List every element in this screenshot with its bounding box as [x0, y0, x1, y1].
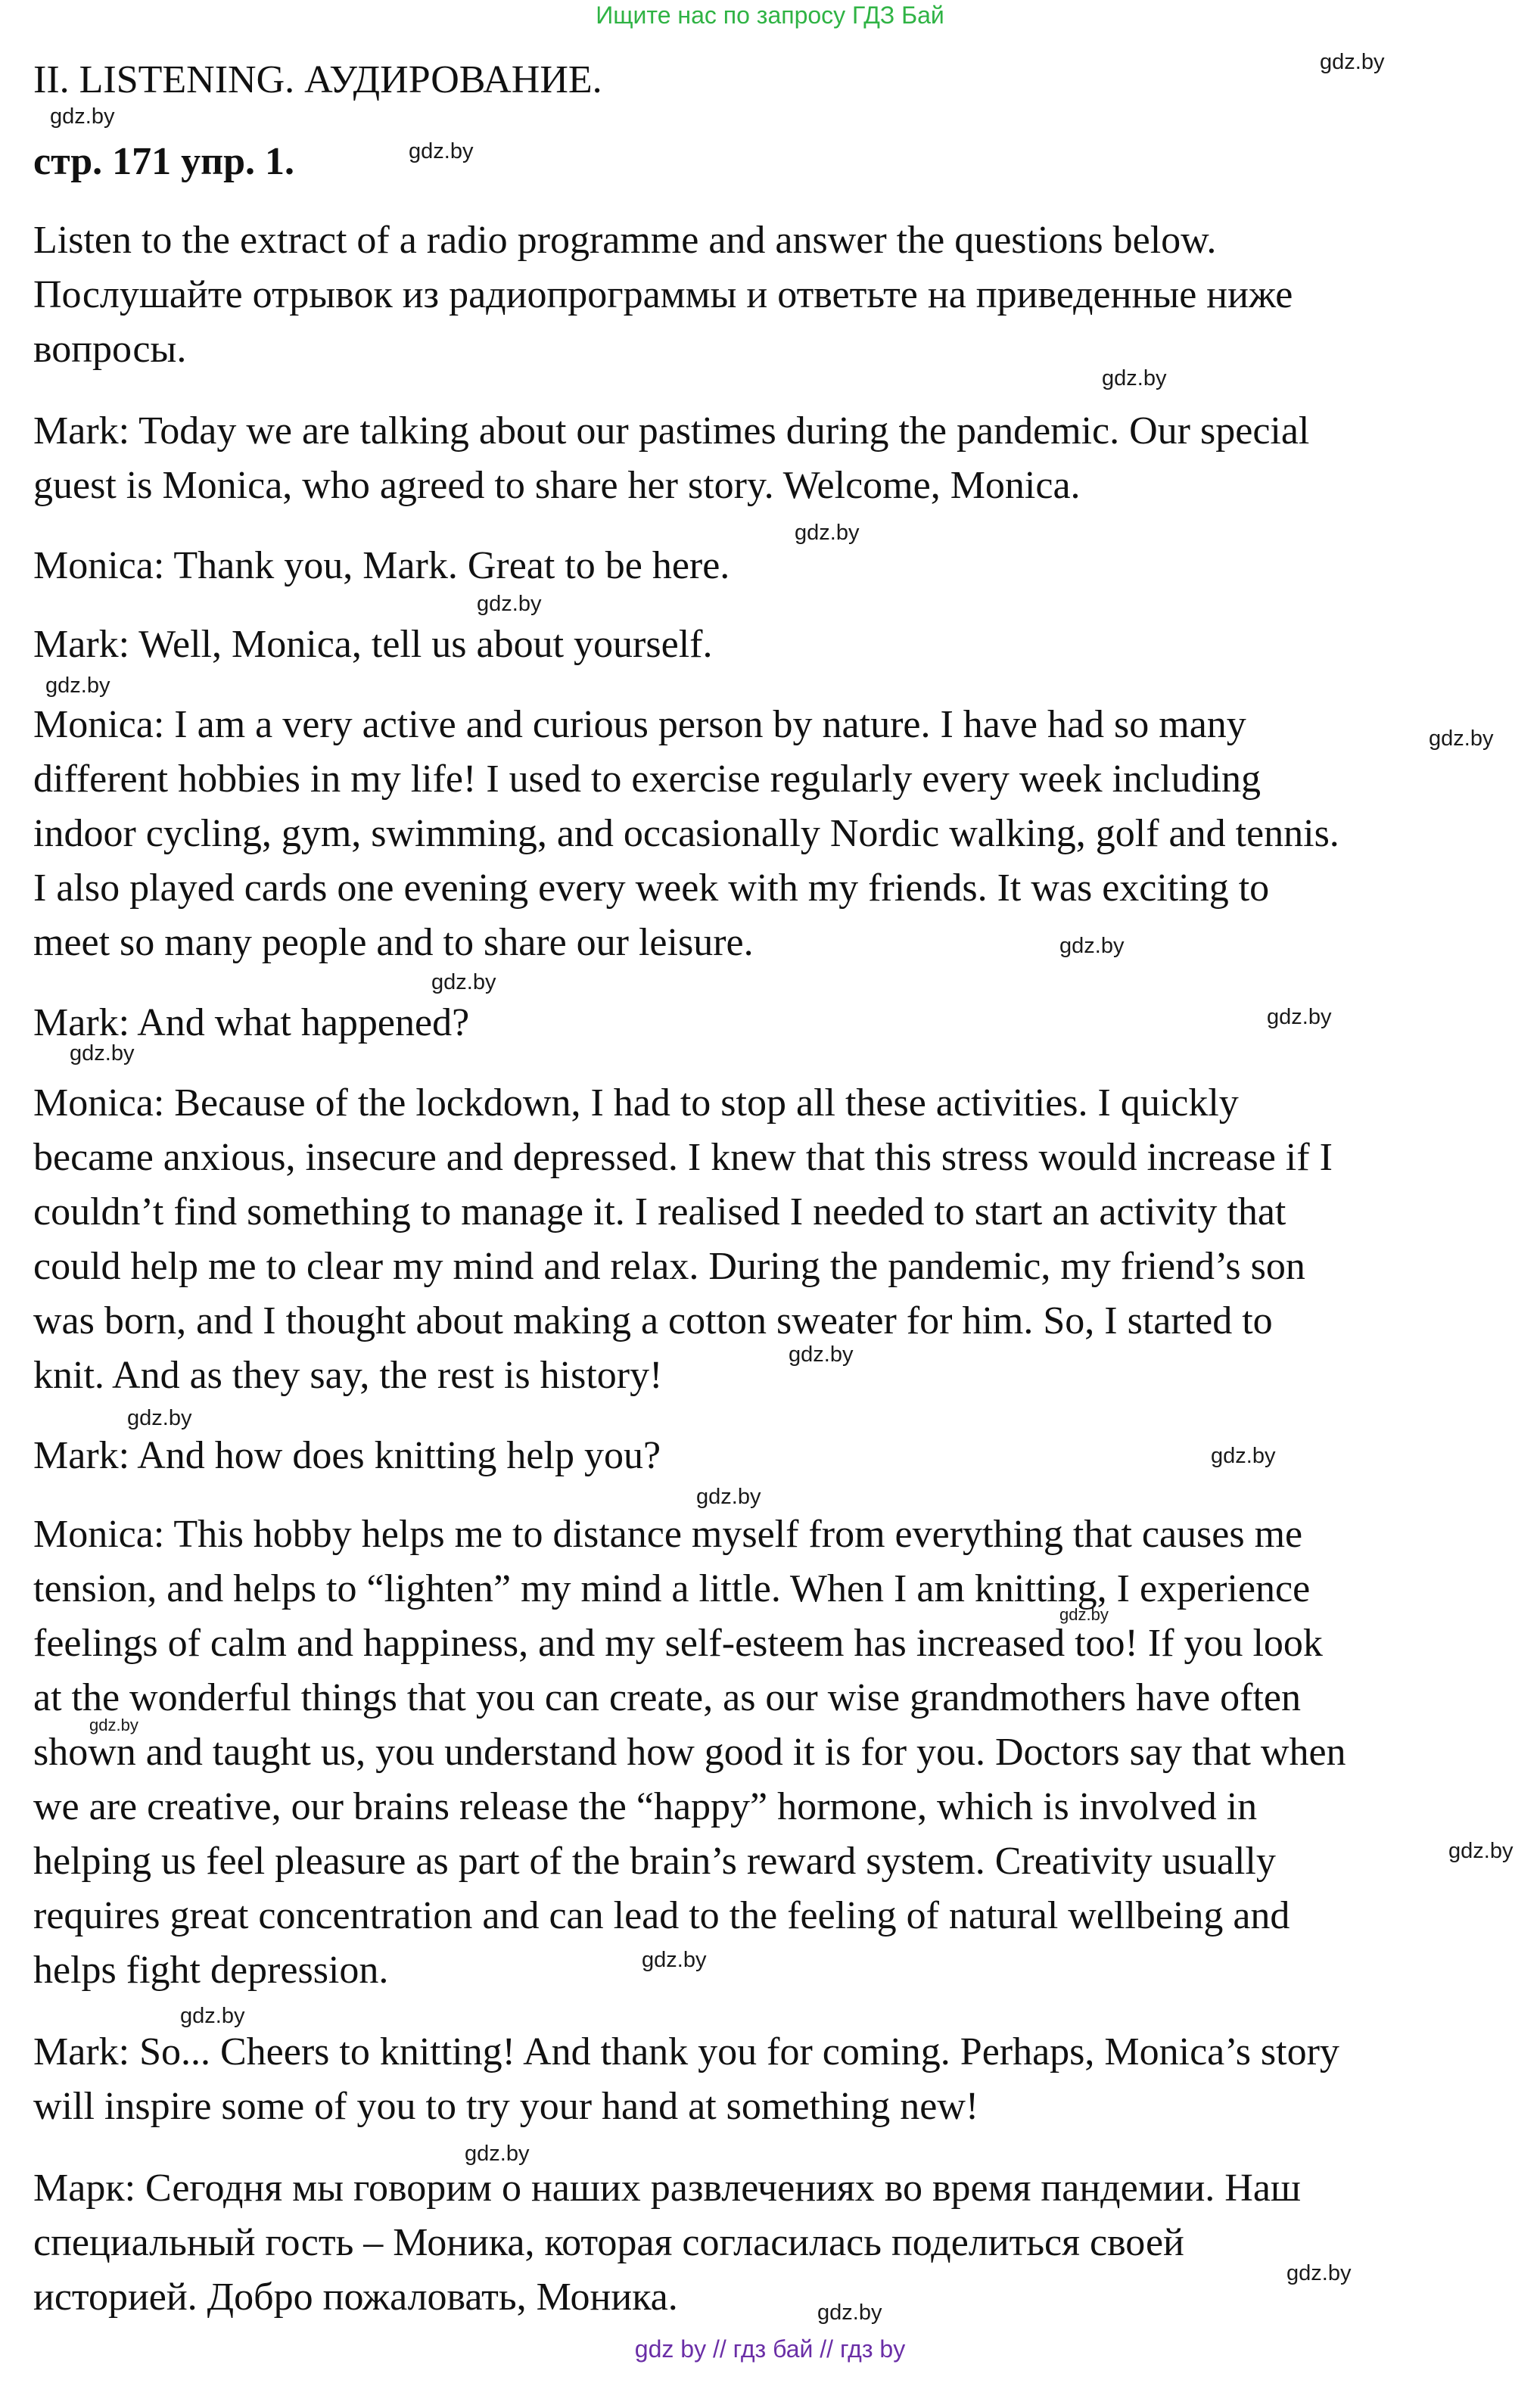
- text-line: helps fight depression.: [33, 1949, 389, 1992]
- text-line: meet so many people and to share our leisure.: [33, 921, 754, 964]
- text-line: специальный гость – Моника, которая согласилась поделиться своей: [33, 2221, 1184, 2264]
- watermark: gdz.by: [431, 970, 496, 994]
- exercise-reference: стр. 171 упр. 1.: [33, 140, 295, 183]
- text-line: became anxious, insecure and depressed. I knew that this stress would increase if I: [33, 1136, 1333, 1179]
- watermark: gdz.by: [696, 1485, 761, 1509]
- text-line: Mark: Well, Monica, tell us about yourself.: [33, 623, 713, 666]
- watermark: gdz.by: [1320, 50, 1385, 74]
- watermark: gdz.by: [789, 1342, 854, 1367]
- section-title: II. LISTENING. АУДИРОВАНИЕ.: [33, 58, 602, 101]
- text-line: I also played cards one evening every week with my friends. It was exciting to: [33, 866, 1270, 910]
- text-line: requires great concentration and can lead to the feeling of natural wellbeing and: [33, 1894, 1290, 1937]
- watermark: gdz.by: [70, 1041, 135, 1066]
- translation-paragraph: [33, 2161, 1517, 2325]
- text-line: вопросы.: [33, 328, 187, 371]
- dialogue-paragraph: [33, 1507, 1517, 1998]
- watermark: gdz.by: [180, 2004, 245, 2028]
- watermark: gdz.by: [1286, 2261, 1352, 2285]
- dialogue-paragraph: [33, 404, 1517, 513]
- watermark: gdz.by: [1102, 366, 1167, 390]
- text-line: Monica: Thank you, Mark. Great to be here.: [33, 544, 730, 587]
- text-line: could help me to clear my mind and relax. During the pandemic, my friend’s son: [33, 1245, 1305, 1288]
- watermark: gdz.by: [1429, 726, 1494, 751]
- dialogue-paragraph: [33, 698, 1517, 970]
- text-line: Послушайте отрывок из радиопрограммы и ответьте на приведенные ниже: [33, 273, 1293, 316]
- text-line: feelings of calm and happiness, and my self-esteem has increased too! If you look: [33, 1622, 1323, 1665]
- watermark: gdz.by: [1211, 1444, 1276, 1468]
- text-line: Mark: So... Cheers to knitting! And thank you for coming. Perhaps, Monica’s story: [33, 2030, 1339, 2073]
- dialogue-paragraph: [33, 1076, 1517, 1403]
- watermark: gdz.by: [642, 1948, 707, 1972]
- text-line: Monica: This hobby helps me to distance myself from everything that causes me: [33, 1513, 1303, 1556]
- footer-links[interactable]: gdz by // гдз бай // гдз by: [634, 2335, 906, 2363]
- watermark: gdz.by: [477, 592, 542, 616]
- text-line: helping us feel pleasure as part of the brain’s reward system. Creativity usually: [33, 1840, 1276, 1883]
- text-line: at the wonderful things that you can create, as our wise grandmothers have often: [33, 1676, 1301, 1719]
- dialogue-paragraph: [33, 539, 1517, 593]
- text-line: Mark: And how does knitting help you?: [33, 1434, 661, 1477]
- text-line: Monica: Because of the lockdown, I had to stop all these activities. I quickly: [33, 1081, 1239, 1125]
- text-line: Mark: And what happened?: [33, 1001, 470, 1044]
- text-line: guest is Monica, who agreed to share her story. Welcome, Monica.: [33, 464, 1081, 507]
- top-banner[interactable]: Ищите нас по запросу ГДЗ Бай: [596, 2, 944, 29]
- watermark: gdz.by: [817, 2301, 882, 2325]
- text-line: Monica: I am a very active and curious person by nature. I have had so many: [33, 703, 1246, 746]
- text-line: Listen to the extract of a radio programme and answer the questions below.: [33, 219, 1217, 262]
- text-line: Марк: Сегодня мы говорим о наших развлечениях во время пандемии. Наш: [33, 2167, 1301, 2210]
- watermark: gdz.by: [50, 104, 115, 129]
- watermark: gdz.by: [1267, 1005, 1332, 1029]
- watermark: gdz.by: [409, 139, 474, 163]
- watermark: gdz.by: [1059, 1605, 1109, 1624]
- text-line: shown and taught us, you understand how good it is for you. Doctors say that when: [33, 1731, 1346, 1774]
- text-line: knit. And as they say, the rest is history!: [33, 1354, 663, 1397]
- text-line: we are creative, our brains release the “happy” hormone, which is involved in: [33, 1785, 1258, 1828]
- watermark: gdz.by: [795, 521, 860, 545]
- watermark: gdz.by: [1448, 1839, 1514, 1863]
- dialogue-paragraph: [33, 2025, 1517, 2134]
- watermark: gdz.by: [127, 1406, 192, 1430]
- watermark: gdz.by: [45, 674, 110, 698]
- watermark: gdz.by: [465, 2142, 530, 2166]
- text-line: was born, and I thought about making a cotton sweater for him. So, I started to: [33, 1299, 1273, 1342]
- text-line: tension, and helps to “lighten” my mind a little. When I am knitting, I experience: [33, 1567, 1311, 1610]
- watermark: gdz.by: [89, 1716, 138, 1734]
- instruction-paragraph: [33, 213, 1517, 377]
- text-line: Mark: Today we are talking about our pastimes during the pandemic. Our special: [33, 409, 1310, 453]
- text-line: different hobbies in my life! I used to exercise regularly every week including: [33, 758, 1262, 801]
- text-line: историей. Добро пожаловать, Моника.: [33, 2276, 678, 2319]
- dialogue-paragraph: [33, 618, 1517, 672]
- watermark: gdz.by: [1059, 934, 1125, 958]
- text-line: indoor cycling, gym, swimming, and occasionally Nordic walking, golf and tennis.: [33, 812, 1339, 855]
- text-line: couldn’t find something to manage it. I realised I needed to start an activity that: [33, 1190, 1286, 1233]
- dialogue-paragraph: [33, 1429, 1517, 1483]
- text-line: will inspire some of you to try your hand at something new!: [33, 2085, 979, 2128]
